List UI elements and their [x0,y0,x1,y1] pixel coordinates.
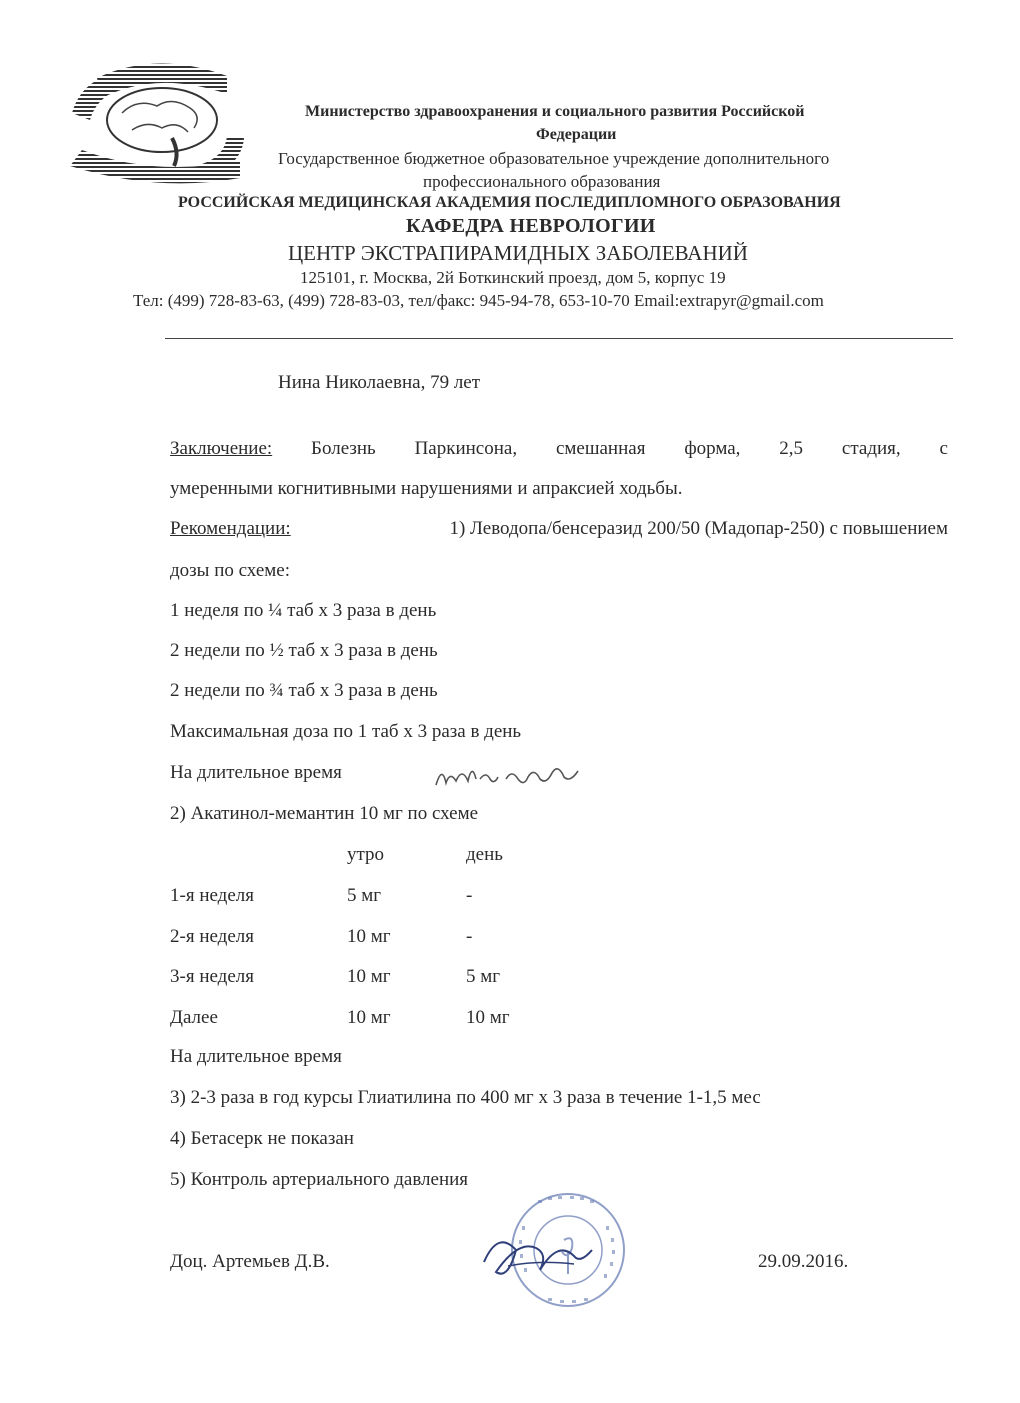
schedule-cell-morning: 10 мг [347,966,391,987]
recommendation-item4: 4) Бетасерк не показан [170,1128,354,1149]
address: 125101, г. Москва, 2й Боткинский проезд, дом 5, корпус 19 [300,268,726,287]
schedule-row-label: 3-я неделя [170,966,254,987]
patient-name: Нина Николаевна, 79 лет [278,372,481,393]
schedule-row-label: Далее [170,1007,218,1028]
center-name: ЦЕНТР ЭКСТРАПИРАМИДНЫХ ЗАБОЛЕВАНИЙ [288,241,748,265]
recommendation-item3: 3) 2-3 раза в год курсы Глиатилина по 400 мг х 3 раза в течение 1-1,5 мес [170,1087,761,1108]
ministry-name-line1: Министерство здравоохранения и социального развития Российской [305,103,805,120]
schedule-cell-morning: 10 мг [347,1007,391,1028]
conclusion-word: 2,5 [779,438,804,459]
recommendations-label: Рекомендации: [170,518,291,539]
dose-line: 1 неделя по ¼ таб х 3 раза в день [170,600,437,621]
ministry-name-line2: Федерации [536,126,617,143]
recommendation-item1: 1) Леводопа/бенсеразид 200/50 (Мадопар-250) с повышением [449,518,948,539]
dose-line: 2 недели по ½ таб х 3 раза в день [170,640,438,661]
schedule-cell-morning: 10 мг [347,926,391,947]
recommendations-line2: дозы по схеме: [170,560,290,581]
schedule-cell-day: - [466,926,473,947]
schedule-cell-morning: 5 мг [347,885,382,906]
dose-line: На длительное время [170,762,342,783]
schedule-header-morning: утро [347,844,385,865]
conclusion-line2: умеренными когнитивными нарушениями и апраксией ходьбы. [170,478,683,499]
recommendation-item2: 2) Акатинол-мемантин 10 мг по схеме [170,803,479,824]
conclusion-line1 [170,438,948,460]
conclusion-word: смешанная [555,438,646,459]
schedule-cell-day: 5 мг [466,966,501,987]
schedule-cell-day: 10 мг [466,1007,510,1028]
contacts: Тел: (499) 728-83-63, (499) 728-83-03, тел/факс: 945-94-78, 653-10-70 Email:extrapyr@gmail.com [133,291,824,310]
dose-line: 2 недели по ¾ таб х 3 раза в день [170,680,438,701]
conclusion-word: Паркинсона, [414,438,518,459]
conclusion-word: форма, [684,438,741,459]
department-name: КАФЕДРА НЕВРОЛОГИИ [406,215,656,237]
conclusion-label: Заключение: [170,438,273,459]
dose-line: Максимальная доза по 1 таб х 3 раза в день [170,721,522,742]
schedule-row-label: 2-я неделя [170,926,254,947]
handwritten-note [432,757,582,793]
header-divider [165,338,953,339]
schedule-row-label: 1-я неделя [170,885,254,906]
schedule-header-day: день [466,844,503,865]
institution-type-line1: Государственное бюджетное образовательное учреждение дополнительного [278,149,830,168]
brain-logo-icon [62,58,252,188]
conclusion-word: стадия, [841,438,901,459]
long-term-note: На длительное время [170,1046,342,1067]
conclusion-word: с [939,438,948,459]
signature [478,1220,598,1290]
doctor-name: Доц. Артемьев Д.В. [170,1251,330,1272]
schedule-cell-day: - [466,885,473,906]
conclusion-word: Болезнь [311,438,376,459]
academy-name: РОССИЙСКАЯ МЕДИЦИНСКАЯ АКАДЕМИЯ ПОСЛЕДИПЛОМНОГО ОБРАЗОВАНИЯ [178,194,841,211]
institution-type-line2: профессионального образования [423,172,661,191]
document-date: 29.09.2016. [758,1251,849,1272]
recommendations-line1 [170,518,948,540]
recommendation-item5: 5) Контроль артериального давления [170,1169,469,1190]
